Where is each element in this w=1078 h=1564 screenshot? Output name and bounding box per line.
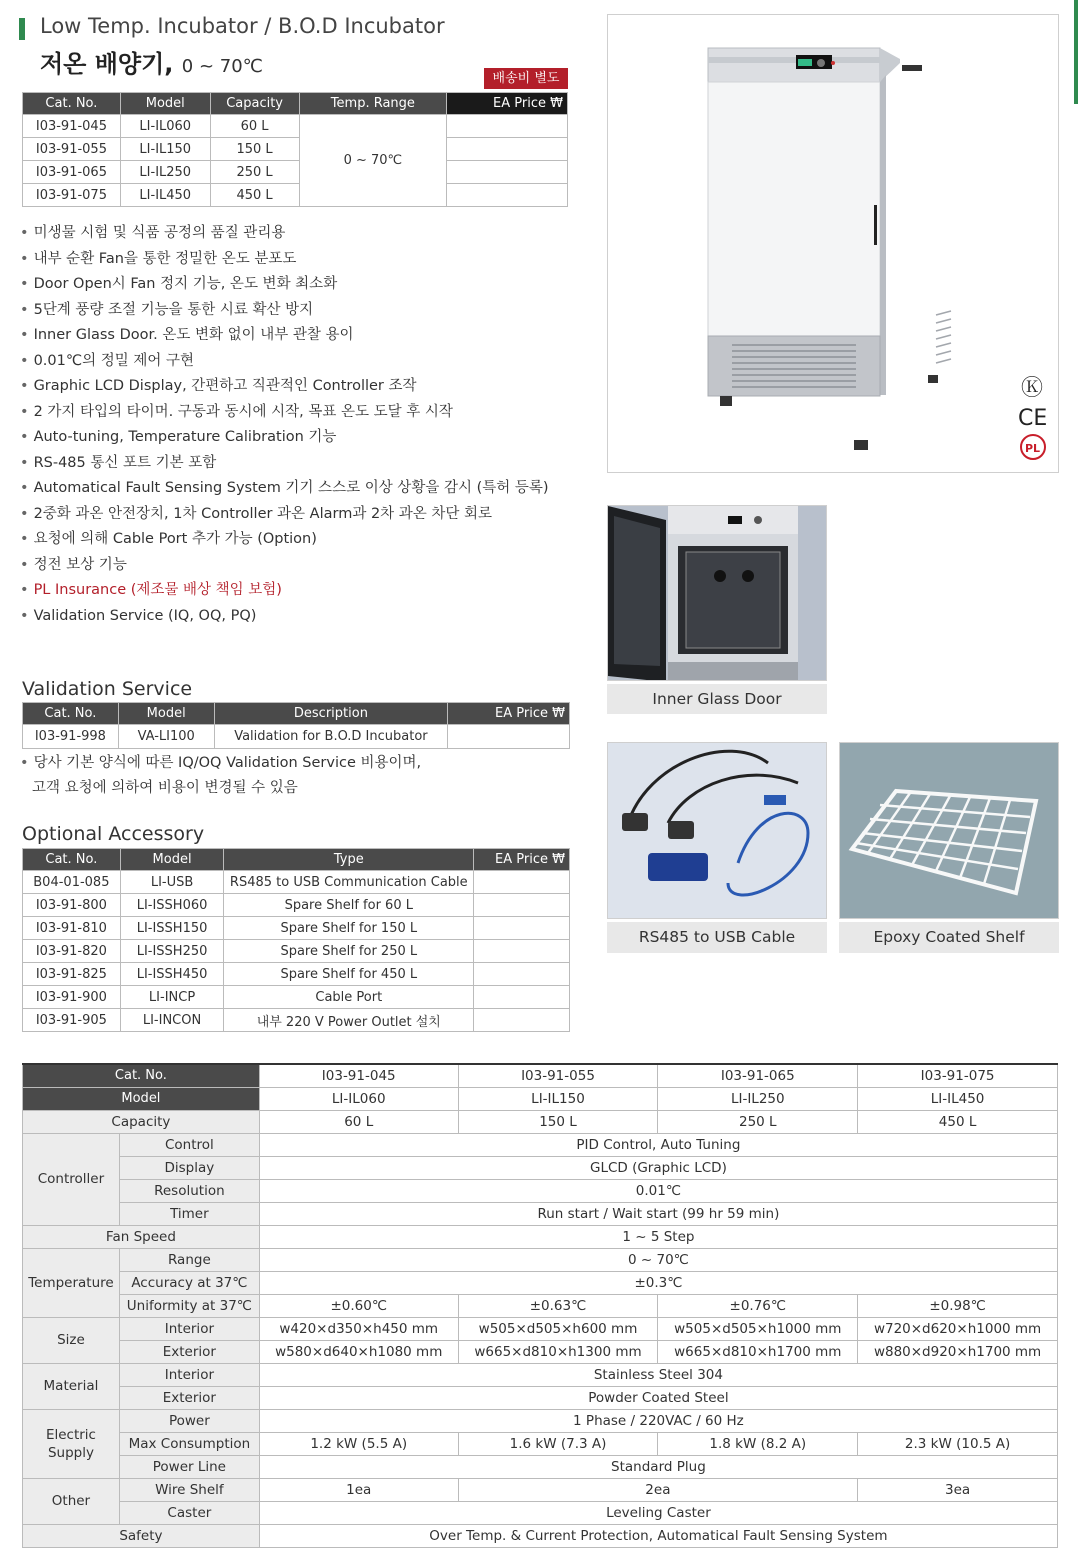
col-model: Model	[120, 849, 224, 871]
temp-range-cell: 0 ~ 70℃	[299, 115, 447, 207]
svg-text:Ⓚ: Ⓚ	[1021, 376, 1044, 401]
spec-model-label: Model	[23, 1087, 260, 1110]
spec-cell: Over Temp. & Current Protection, Automatical Fault Sensing System	[259, 1524, 1057, 1547]
table-cell: I03-91-825	[23, 963, 121, 986]
spec-sub-label: Exterior	[119, 1386, 259, 1409]
spec-cell: w505×d505×h1000 mm	[658, 1317, 858, 1340]
table-cell: I03-91-065	[23, 161, 121, 184]
spec-cell: 0 ~ 70℃	[259, 1248, 1057, 1271]
table-cell: Spare Shelf for 150 L	[224, 917, 474, 940]
spec-cell: w665×d810×h1300 mm	[458, 1340, 658, 1363]
spec-sub-label: Accuracy at 37℃	[119, 1271, 259, 1294]
spec-cell: w420×d350×h450 mm	[259, 1317, 458, 1340]
spec-cell: w505×d505×h600 mm	[458, 1317, 658, 1340]
inner-door-photo	[607, 505, 827, 681]
usb-cable-caption: RS485 to USB Cable	[607, 922, 827, 953]
spec-group-other: Other	[23, 1478, 120, 1524]
spec-sub-label: Power	[119, 1409, 259, 1432]
table-cell: LI-ISSH450	[120, 963, 224, 986]
table-cell: Spare Shelf for 60 L	[224, 894, 474, 917]
spec-sub-label: Exterior	[119, 1340, 259, 1363]
usb-cable-illustration	[608, 743, 827, 919]
incubator-illustration	[608, 15, 1059, 473]
list-item: • 5단계 풍량 조절 기능을 통한 시료 확산 방지	[20, 301, 314, 318]
list-item: • Automatical Fault Sensing System 기기 스스로 이상 상황을 감시 (특허 등록)	[20, 480, 549, 496]
spec-cell: I03-91-065	[658, 1064, 858, 1087]
spec-cell: PID Control, Auto Tuning	[259, 1133, 1057, 1156]
spec-cell: 1 Phase / 220VAC / 60 Hz	[259, 1409, 1057, 1432]
spec-sub-label: Timer	[119, 1202, 259, 1225]
title-accent-bar	[19, 18, 25, 40]
spec-cell: 0.01℃	[259, 1179, 1057, 1202]
spec-cell: 1.2 kW (5.5 A)	[259, 1432, 458, 1455]
spec-cell: w580×d640×h1080 mm	[259, 1340, 458, 1363]
list-item: • Graphic LCD Display, 간편하고 직관적인 Controller 조작	[20, 378, 417, 394]
spec-group-material: Material	[23, 1363, 120, 1409]
spec-cell: LI-IL450	[858, 1087, 1058, 1110]
product-photo	[607, 14, 1059, 473]
price-cell	[474, 894, 570, 917]
feature-list	[20, 221, 590, 629]
spec-sub-label: Max Consumption	[119, 1432, 259, 1455]
table-cell: LI-INCP	[120, 986, 224, 1009]
spec-cell: Run start / Wait start (99 hr 59 min)	[259, 1202, 1057, 1225]
spec-sub-label: Resolution	[119, 1179, 259, 1202]
list-item: • 요청에 의해 Cable Port 추가 가능 (Option)	[20, 531, 317, 547]
table-cell: 450 L	[210, 184, 299, 207]
spec-group-temperature: Temperature	[23, 1248, 120, 1317]
spec-sub-label: Uniformity at 37℃	[119, 1294, 259, 1317]
spec-sub-label: Display	[119, 1156, 259, 1179]
table-cell: LI-IL250	[120, 161, 210, 184]
spec-cell: 1ea	[259, 1478, 458, 1501]
table-cell: RS485 to USB Communication Cable	[224, 871, 474, 894]
spec-cell: 1.6 kW (7.3 A)	[458, 1432, 658, 1455]
spec-fan-label: Fan Speed	[23, 1225, 260, 1248]
price-cell	[447, 138, 568, 161]
table-cell: I03-91-998	[23, 725, 119, 749]
col-model: Model	[118, 703, 214, 725]
table-cell: Cable Port	[224, 986, 474, 1009]
spec-cell: ±0.76℃	[658, 1294, 858, 1317]
spec-sub-label: Interior	[119, 1363, 259, 1386]
price-cell	[474, 963, 570, 986]
col-price: EA Price ₩	[448, 703, 570, 725]
table-cell: LI-ISSH150	[120, 917, 224, 940]
title-english: Low Temp. Incubator / B.O.D Incubator	[40, 14, 445, 38]
spec-cell: 1.8 kW (8.2 A)	[658, 1432, 858, 1455]
validation-note: • 당사 기본 양식에 따른 IQ/OQ Validation Service 비용이며, 고객 요청에 의하여 비용이 변경될 수 있음	[20, 755, 422, 796]
price-table	[22, 92, 568, 207]
spec-sub-label: Interior	[119, 1317, 259, 1340]
svg-text:CE: CE	[1018, 406, 1048, 431]
spec-cell: LI-IL060	[259, 1087, 458, 1110]
table-cell: B04-01-085	[23, 871, 121, 894]
col-type: Type	[224, 849, 474, 871]
title-korean-text: 저온 배양기,	[40, 50, 174, 78]
spec-capacity-label: Capacity	[23, 1110, 260, 1133]
spec-cell: Stainless Steel 304	[259, 1363, 1057, 1386]
price-cell	[474, 917, 570, 940]
spec-group-controller: Controller	[23, 1133, 120, 1225]
shelf-illustration	[840, 743, 1059, 919]
list-item-pl-insurance: • PL Insurance (제조물 배상 책임 보험)	[20, 582, 282, 598]
table-cell: LI-IL450	[120, 184, 210, 207]
spec-cell: ±0.98℃	[858, 1294, 1058, 1317]
title-korean	[40, 44, 263, 79]
validation-table	[22, 702, 570, 749]
table-cell: Spare Shelf for 250 L	[224, 940, 474, 963]
spec-sub-label: Caster	[119, 1501, 259, 1524]
spec-cell: 1 ~ 5 Step	[259, 1225, 1057, 1248]
price-cell	[474, 986, 570, 1009]
inner-door-illustration	[608, 506, 827, 681]
spec-cell: LI-IL250	[658, 1087, 858, 1110]
validation-title: Validation Service	[22, 678, 193, 700]
shipping-badge: 배송비 별도	[484, 68, 568, 89]
col-temp-range: Temp. Range	[299, 93, 447, 115]
spec-cell: w665×d810×h1700 mm	[658, 1340, 858, 1363]
accessory-table	[22, 848, 570, 1032]
table-cell: VA-LI100	[118, 725, 214, 749]
accessory-title: Optional Accessory	[22, 823, 205, 845]
spec-cell: GLCD (Graphic LCD)	[259, 1156, 1057, 1179]
col-description: Description	[214, 703, 448, 725]
table-cell: I03-91-055	[23, 138, 121, 161]
spec-cell: LI-IL150	[458, 1087, 658, 1110]
spec-cell: Leveling Caster	[259, 1501, 1057, 1524]
price-cell	[447, 161, 568, 184]
spec-cell: Powder Coated Steel	[259, 1386, 1057, 1409]
table-cell: I03-91-800	[23, 894, 121, 917]
spec-group-size: Size	[23, 1317, 120, 1363]
spec-cell: ±0.60℃	[259, 1294, 458, 1317]
spec-cell: I03-91-055	[458, 1064, 658, 1087]
spec-sub-label: Wire Shelf	[119, 1478, 259, 1501]
edge-accent-bar	[1074, 0, 1078, 104]
spec-table	[22, 1063, 1058, 1548]
col-cat-no: Cat. No.	[23, 849, 121, 871]
spec-cell: 3ea	[858, 1478, 1058, 1501]
table-cell: I03-91-075	[23, 184, 121, 207]
table-cell: LI-ISSH250	[120, 940, 224, 963]
list-item: • Validation Service (IQ, OQ, PQ)	[20, 607, 257, 624]
spec-cell: Standard Plug	[259, 1455, 1057, 1478]
col-cat-no: Cat. No.	[23, 703, 119, 725]
title-temp-range: 0 ~ 70℃	[181, 56, 263, 77]
spec-cell: I03-91-045	[259, 1064, 458, 1087]
list-item: • 미생물 시험 및 식품 공정의 품질 관리용	[20, 225, 286, 241]
spec-cell: w720×d620×h1000 mm	[858, 1317, 1058, 1340]
spec-sub-label: Control	[119, 1133, 259, 1156]
list-item: • Door Open시 Fan 정지 기능, 온도 변화 최소화	[20, 276, 338, 292]
spec-cell: w880×d920×h1700 mm	[858, 1340, 1058, 1363]
spec-cell: ±0.3℃	[259, 1271, 1057, 1294]
spec-sub-label: Power Line	[119, 1455, 259, 1478]
usb-cable-photo	[607, 742, 827, 919]
spec-cell: 2ea	[458, 1478, 858, 1501]
spec-cell: I03-91-075	[858, 1064, 1058, 1087]
spec-safety-label: Safety	[23, 1524, 260, 1547]
list-item: • RS-485 통신 포트 기본 포함	[20, 454, 217, 471]
table-cell: LI-INCON	[120, 1009, 224, 1032]
price-cell	[474, 871, 570, 894]
table-cell: Validation for B.O.D Incubator	[214, 725, 448, 749]
table-cell: LI-IL060	[120, 115, 210, 138]
table-cell: 60 L	[210, 115, 299, 138]
price-cell	[447, 184, 568, 207]
price-cell	[448, 725, 570, 749]
spec-cell: 250 L	[658, 1110, 858, 1133]
table-cell: I03-91-810	[23, 917, 121, 940]
price-cell	[474, 940, 570, 963]
table-cell: I03-91-900	[23, 986, 121, 1009]
table-cell: LI-USB	[120, 871, 224, 894]
spec-cell: ±0.63℃	[458, 1294, 658, 1317]
col-model: Model	[120, 93, 210, 115]
table-cell: I03-91-820	[23, 940, 121, 963]
table-cell: I03-91-905	[23, 1009, 121, 1032]
svg-text:PL: PL	[1025, 442, 1041, 455]
list-item: • 2중화 과온 안전장치, 1차 Controller 과온 Alarm과 2차 과온 차단 회로	[20, 505, 493, 522]
shelf-caption: Epoxy Coated Shelf	[839, 922, 1059, 953]
col-price: EA Price ₩	[447, 93, 568, 115]
price-cell	[474, 1009, 570, 1032]
list-item: • 2 가지 타입의 타이머. 구동과 동시에 시작, 목표 온도 도달 후 시작	[20, 403, 453, 420]
spec-group-electric: Electric Supply	[23, 1409, 120, 1478]
spec-sub-label: Range	[119, 1248, 259, 1271]
inner-door-caption: Inner Glass Door	[607, 684, 827, 714]
col-capacity: Capacity	[210, 93, 299, 115]
list-item: • 내부 순환 Fan을 통한 정밀한 온도 분포도	[20, 250, 297, 267]
col-cat-no: Cat. No.	[23, 93, 121, 115]
table-cell: I03-91-045	[23, 115, 121, 138]
price-cell	[447, 115, 568, 138]
spec-cell: 2.3 kW (10.5 A)	[858, 1432, 1058, 1455]
table-cell: LI-ISSH060	[120, 894, 224, 917]
list-item: • 정전 보상 기능	[20, 556, 127, 573]
list-item: • Auto-tuning, Temperature Calibration 기능	[20, 429, 337, 445]
table-cell: Spare Shelf for 450 L	[224, 963, 474, 986]
table-cell: LI-IL150	[120, 138, 210, 161]
table-cell: 150 L	[210, 138, 299, 161]
spec-cell: 450 L	[858, 1110, 1058, 1133]
list-item: • 0.01℃의 정밀 제어 구현	[20, 352, 195, 369]
table-cell: 내부 220 V Power Outlet 설치	[224, 1009, 474, 1032]
col-price: EA Price ₩	[474, 849, 570, 871]
spec-cell: 60 L	[259, 1110, 458, 1133]
shelf-photo	[839, 742, 1059, 919]
table-cell: 250 L	[210, 161, 299, 184]
spec-cat-label: Cat. No.	[23, 1064, 260, 1087]
list-item: • Inner Glass Door. 온도 변화 없이 내부 관찰 용이	[20, 327, 354, 343]
spec-cell: 150 L	[458, 1110, 658, 1133]
